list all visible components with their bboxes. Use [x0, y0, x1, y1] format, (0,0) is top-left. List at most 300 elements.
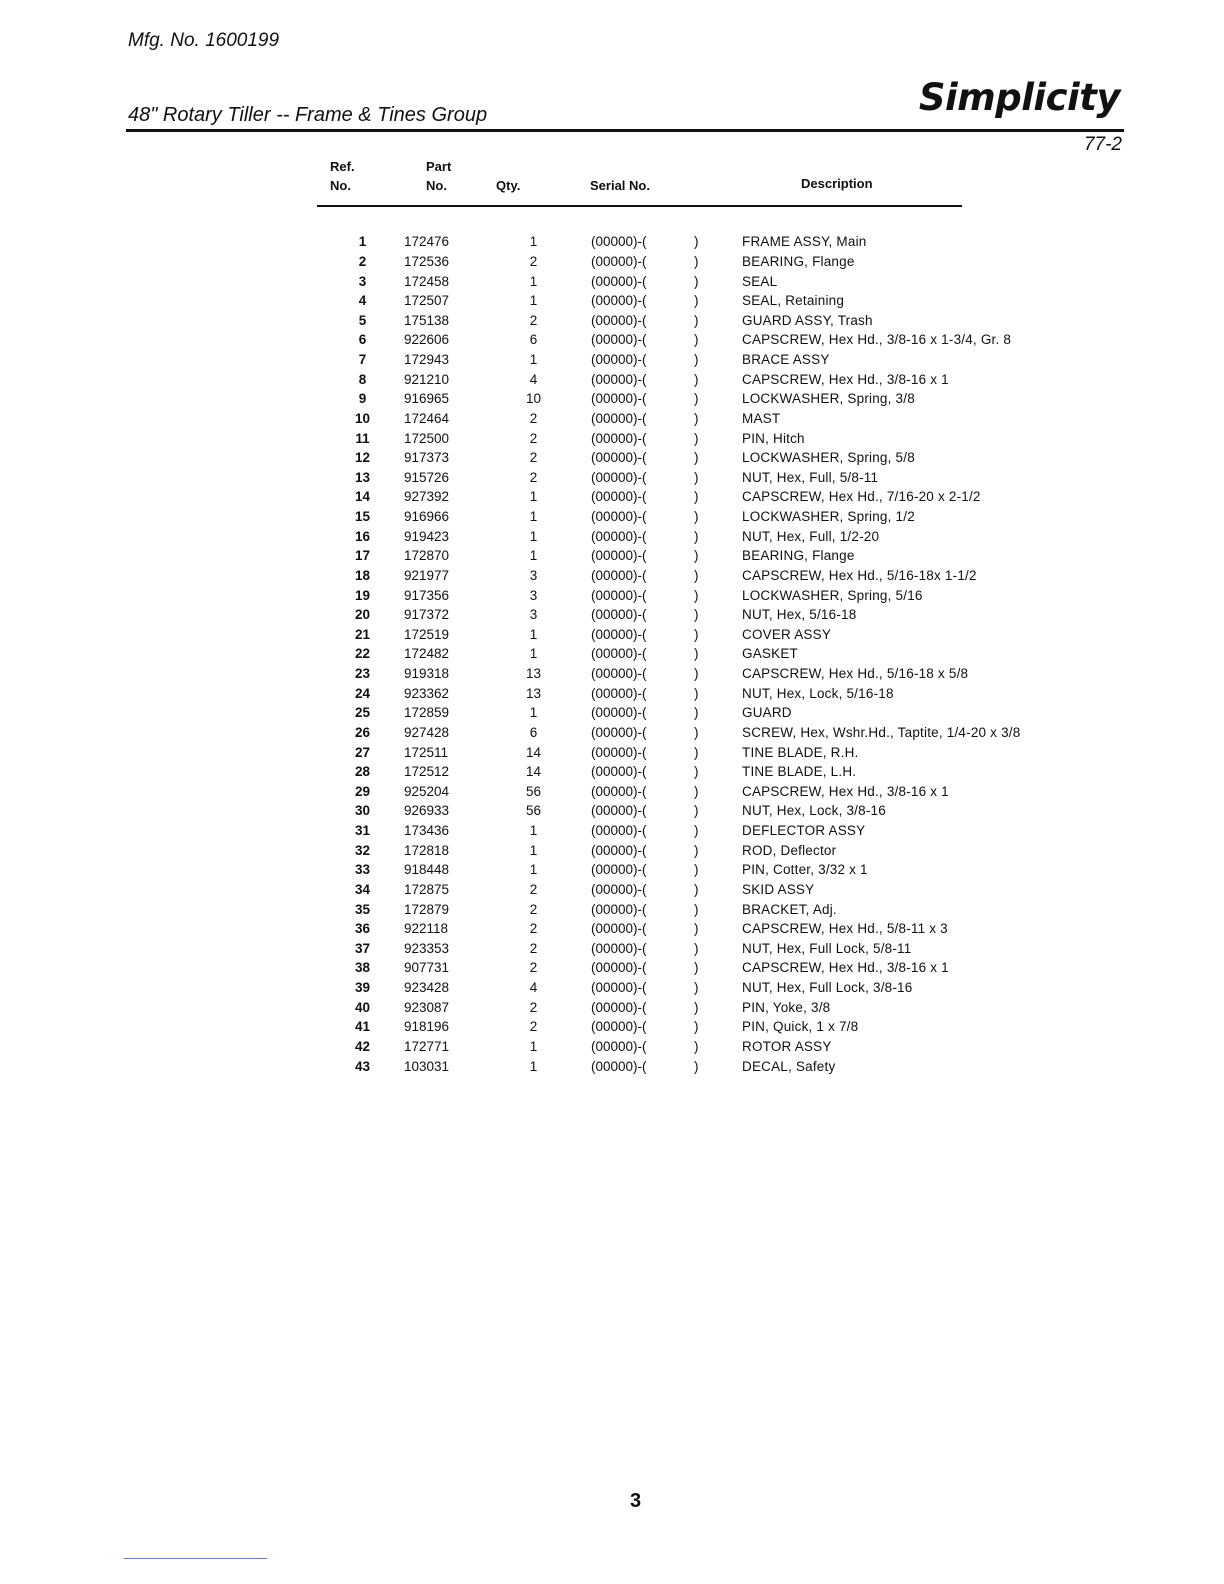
description-cell: BEARING, Flange [742, 253, 855, 269]
serial-cell: (00000)-( [591, 999, 647, 1015]
serial-cell: (00000)-( [591, 646, 647, 662]
quantity-cell: 2 [529, 450, 538, 466]
column-header-serial: Serial No. [590, 178, 650, 193]
ref-cell: 34 [354, 881, 371, 897]
ref-cell: 5 [358, 312, 367, 328]
quantity-cell: 2 [529, 881, 538, 897]
serial-close-cell: ) [694, 410, 699, 426]
ref-cell: 43 [354, 1058, 371, 1074]
serial-close-cell: ) [694, 705, 699, 721]
table-row [325, 409, 1020, 429]
part-number-cell: 172512 [404, 764, 450, 780]
serial-close-cell: ) [694, 430, 699, 446]
footer-link-rule [124, 1558, 267, 1559]
description-cell: SEAL, Retaining [742, 293, 845, 309]
description-cell: NUT, Hex, Lock, 3/8-16 [742, 803, 886, 819]
ref-cell: 12 [354, 450, 371, 466]
table-row [325, 330, 1020, 350]
table-row [325, 232, 1020, 252]
table-row [325, 997, 1020, 1017]
part-number-cell: 172870 [404, 548, 450, 564]
quantity-cell: 13 [525, 685, 542, 701]
page-code: 77-2 [1083, 134, 1122, 155]
table-row [325, 860, 1020, 880]
parts-table-body [325, 232, 1020, 1076]
part-number-cell: 917372 [404, 607, 450, 623]
serial-cell: (00000)-( [591, 489, 647, 505]
serial-close-cell: ) [694, 685, 699, 701]
quantity-cell: 1 [529, 862, 538, 878]
ref-cell: 3 [358, 273, 367, 289]
part-number-cell: 907731 [404, 960, 450, 976]
ref-cell: 11 [355, 430, 370, 446]
part-number-cell: 916966 [404, 509, 450, 525]
serial-close-cell: ) [694, 234, 699, 250]
description-cell: ROD, Deflector [742, 842, 837, 858]
table-row [325, 762, 1020, 782]
table-row [325, 958, 1020, 978]
part-number-cell: 172464 [404, 410, 450, 426]
serial-close-cell: ) [694, 823, 699, 839]
serial-cell: (00000)-( [591, 1019, 647, 1035]
ref-cell: 37 [354, 940, 371, 956]
description-cell: LOCKWASHER, Spring, 5/8 [742, 450, 915, 466]
quantity-cell: 2 [529, 999, 538, 1015]
ref-cell: 10 [354, 410, 371, 426]
table-row [325, 703, 1020, 723]
quantity-cell: 3 [529, 567, 538, 583]
serial-close-cell: ) [694, 1038, 699, 1054]
part-number-cell: 172458 [404, 273, 450, 289]
serial-cell: (00000)-( [591, 548, 647, 564]
description-cell: CAPSCREW, Hex Hd., 7/16-20 x 2-1/2 [742, 489, 981, 505]
table-row [325, 840, 1020, 860]
serial-cell: (00000)-( [591, 940, 647, 956]
quantity-cell: 2 [529, 960, 538, 976]
column-header-ref-line2: No. [330, 178, 351, 193]
serial-cell: (00000)-( [591, 881, 647, 897]
table-row [325, 448, 1020, 468]
table-row [325, 252, 1020, 272]
serial-close-cell: ) [694, 567, 699, 583]
mfg-number: Mfg. No. 1600199 [128, 30, 280, 51]
quantity-cell: 2 [529, 312, 538, 328]
serial-cell: (00000)-( [591, 921, 647, 937]
ref-cell: 21 [354, 626, 371, 642]
quantity-cell: 3 [529, 607, 538, 623]
serial-close-cell: ) [694, 901, 699, 917]
column-header-part-line2: No. [426, 178, 447, 193]
quantity-cell: 1 [529, 842, 538, 858]
serial-close-cell: ) [694, 371, 699, 387]
part-number-cell: 925204 [404, 783, 450, 799]
quantity-cell: 2 [529, 940, 538, 956]
serial-cell: (00000)-( [591, 901, 647, 917]
quantity-cell: 1 [529, 273, 538, 289]
brand-logo: Simplicity [918, 76, 1120, 119]
quantity-cell: 14 [525, 744, 542, 760]
serial-close-cell: ) [694, 940, 699, 956]
ref-cell: 13 [354, 469, 371, 485]
part-number-cell: 172482 [404, 646, 450, 662]
quantity-cell: 1 [529, 646, 538, 662]
table-row [325, 919, 1020, 939]
ref-cell: 28 [354, 764, 371, 780]
serial-close-cell: ) [694, 960, 699, 976]
table-row [325, 271, 1020, 291]
part-number-cell: 172536 [404, 253, 450, 269]
serial-cell: (00000)-( [591, 626, 647, 642]
table-row [325, 664, 1020, 684]
description-cell: LOCKWASHER, Spring, 3/8 [742, 391, 915, 407]
ref-cell: 41 [354, 1019, 371, 1035]
description-cell: PIN, Hitch [742, 430, 805, 446]
quantity-cell: 1 [529, 823, 538, 839]
quantity-cell: 2 [529, 1019, 538, 1035]
description-cell: NUT, Hex, Full Lock, 3/8-16 [742, 980, 913, 996]
serial-cell: (00000)-( [591, 273, 647, 289]
table-row [325, 566, 1020, 586]
part-number-cell: 915726 [404, 469, 450, 485]
description-cell: CAPSCREW, Hex Hd., 3/8-16 x 1 [742, 960, 949, 976]
column-header-part-line1: Part [426, 159, 452, 174]
description-cell: DEFLECTOR ASSY [742, 823, 866, 839]
quantity-cell: 56 [525, 783, 542, 799]
quantity-cell: 13 [525, 666, 542, 682]
description-cell: DECAL, Safety [742, 1058, 836, 1074]
ref-cell: 31 [354, 823, 371, 839]
serial-close-cell: ) [694, 509, 699, 525]
ref-cell: 25 [354, 705, 371, 721]
serial-cell: (00000)-( [591, 803, 647, 819]
table-row [325, 939, 1020, 959]
ref-cell: 32 [354, 842, 371, 858]
serial-cell: (00000)-( [591, 842, 647, 858]
serial-close-cell: ) [694, 764, 699, 780]
description-cell: NUT, Hex, Full, 5/8-11 [742, 469, 879, 485]
part-number-cell: 918196 [404, 1019, 450, 1035]
description-cell: PIN, Cotter, 3/32 x 1 [742, 862, 868, 878]
ref-cell: 23 [354, 666, 371, 682]
part-number-cell: 922606 [404, 332, 450, 348]
serial-cell: (00000)-( [591, 705, 647, 721]
column-header-ref-line1: Ref. [330, 159, 355, 174]
header-divider [126, 129, 1124, 132]
table-row [325, 1037, 1020, 1057]
serial-close-cell: ) [694, 607, 699, 623]
quantity-cell: 1 [529, 509, 538, 525]
serial-close-cell: ) [694, 842, 699, 858]
serial-cell: (00000)-( [591, 391, 647, 407]
description-cell: CAPSCREW, Hex Hd., 5/8-11 x 3 [742, 921, 948, 937]
serial-close-cell: ) [694, 332, 699, 348]
serial-cell: (00000)-( [591, 352, 647, 368]
serial-cell: (00000)-( [591, 607, 647, 623]
part-number-cell: 917356 [404, 587, 450, 603]
serial-cell: (00000)-( [591, 430, 647, 446]
serial-close-cell: ) [694, 489, 699, 505]
serial-cell: (00000)-( [591, 587, 647, 603]
serial-close-cell: ) [694, 744, 699, 760]
quantity-cell: 4 [529, 371, 538, 387]
quantity-cell: 1 [529, 352, 538, 368]
quantity-cell: 1 [529, 1038, 538, 1054]
serial-cell: (00000)-( [591, 724, 647, 740]
table-row [325, 605, 1020, 625]
page-number: 3 [630, 1490, 642, 1512]
serial-close-cell: ) [694, 450, 699, 466]
table-row [325, 369, 1020, 389]
table-row [325, 585, 1020, 605]
description-cell: LOCKWASHER, Spring, 5/16 [742, 587, 923, 603]
ref-cell: 20 [354, 607, 371, 623]
description-cell: BRACKET, Adj. [742, 901, 837, 917]
serial-cell: (00000)-( [591, 332, 647, 348]
serial-cell: (00000)-( [591, 1038, 647, 1054]
serial-close-cell: ) [694, 312, 699, 328]
description-cell: PIN, Quick, 1 x 7/8 [742, 1019, 859, 1035]
part-number-cell: 921210 [404, 371, 450, 387]
serial-close-cell: ) [694, 587, 699, 603]
serial-cell: (00000)-( [591, 293, 647, 309]
table-row [325, 428, 1020, 448]
page-title: 48" Rotary Tiller -- Frame & Tines Group [128, 104, 488, 126]
description-cell: PIN, Yoke, 3/8 [742, 999, 831, 1015]
quantity-cell: 6 [529, 724, 538, 740]
serial-close-cell: ) [694, 724, 699, 740]
quantity-cell: 3 [529, 587, 538, 603]
table-row [325, 389, 1020, 409]
ref-cell: 4 [358, 293, 367, 309]
quantity-cell: 2 [529, 430, 538, 446]
table-row [325, 742, 1020, 762]
column-header-rule [317, 205, 962, 207]
ref-cell: 6 [358, 332, 367, 348]
ref-cell: 18 [354, 567, 371, 583]
serial-cell: (00000)-( [591, 1058, 647, 1074]
part-number-cell: 919423 [404, 528, 450, 544]
serial-close-cell: ) [694, 469, 699, 485]
serial-close-cell: ) [694, 548, 699, 564]
table-row [325, 468, 1020, 488]
table-row [325, 801, 1020, 821]
description-cell: COVER ASSY [742, 626, 832, 642]
description-cell: NUT, Hex, Full, 1/2-20 [742, 528, 880, 544]
quantity-cell: 2 [529, 469, 538, 485]
table-row [325, 487, 1020, 507]
quantity-cell: 14 [525, 764, 542, 780]
serial-cell: (00000)-( [591, 567, 647, 583]
description-cell: MAST [742, 410, 781, 426]
part-number-cell: 172818 [404, 842, 450, 858]
table-row [325, 644, 1020, 664]
serial-close-cell: ) [694, 862, 699, 878]
table-row [325, 1017, 1020, 1037]
serial-cell: (00000)-( [591, 371, 647, 387]
ref-cell: 17 [354, 548, 371, 564]
part-number-cell: 921977 [404, 567, 450, 583]
description-cell: BRACE ASSY [742, 352, 830, 368]
part-number-cell: 919318 [404, 666, 450, 682]
description-cell: SCREW, Hex, Wshr.Hd., Taptite, 1/4-20 x 3/8 [742, 724, 1021, 740]
serial-close-cell: ) [694, 1019, 699, 1035]
description-cell: BEARING, Flange [742, 548, 855, 564]
column-header-ref [330, 157, 355, 195]
table-row [325, 1056, 1020, 1076]
serial-close-cell: ) [694, 293, 699, 309]
ref-cell: 1 [358, 234, 367, 250]
part-number-cell: 172875 [404, 881, 450, 897]
ref-cell: 22 [354, 646, 371, 662]
table-row [325, 821, 1020, 841]
description-cell: NUT, Hex, 5/16-18 [742, 607, 857, 623]
ref-cell: 8 [358, 371, 367, 387]
serial-cell: (00000)-( [591, 253, 647, 269]
quantity-cell: 1 [529, 293, 538, 309]
quantity-cell: 1 [529, 1058, 538, 1074]
ref-cell: 7 [358, 352, 367, 368]
part-number-cell: 172507 [404, 293, 450, 309]
part-number-cell: 922118 [404, 921, 449, 937]
quantity-cell: 2 [529, 901, 538, 917]
description-cell: ROTOR ASSY [742, 1038, 832, 1054]
serial-close-cell: ) [694, 626, 699, 642]
ref-cell: 29 [354, 783, 371, 799]
quantity-cell: 6 [529, 332, 538, 348]
serial-close-cell: ) [694, 528, 699, 544]
serial-cell: (00000)-( [591, 666, 647, 682]
ref-cell: 9 [358, 391, 367, 407]
quantity-cell: 2 [529, 410, 538, 426]
serial-cell: (00000)-( [591, 312, 647, 328]
ref-cell: 27 [354, 744, 371, 760]
serial-close-cell: ) [694, 666, 699, 682]
part-number-cell: 172859 [404, 705, 450, 721]
table-row [325, 311, 1020, 331]
part-number-cell: 926933 [404, 803, 450, 819]
part-number-cell: 173436 [404, 823, 450, 839]
serial-cell: (00000)-( [591, 744, 647, 760]
part-number-cell: 923362 [404, 685, 450, 701]
description-cell: GASKET [742, 646, 798, 662]
part-number-cell: 172476 [404, 234, 450, 250]
quantity-cell: 1 [529, 626, 538, 642]
table-row [325, 683, 1020, 703]
quantity-cell: 1 [529, 705, 538, 721]
serial-close-cell: ) [694, 999, 699, 1015]
serial-close-cell: ) [694, 921, 699, 937]
parts-table [325, 232, 1020, 1076]
quantity-cell: 56 [525, 803, 542, 819]
serial-cell: (00000)-( [591, 960, 647, 976]
serial-cell: (00000)-( [591, 410, 647, 426]
serial-close-cell: ) [694, 783, 699, 799]
description-cell: FRAME ASSY, Main [742, 234, 867, 250]
ref-cell: 30 [354, 803, 371, 819]
part-number-cell: 103031 [404, 1058, 450, 1074]
ref-cell: 19 [354, 587, 371, 603]
column-header-description: Description [801, 176, 873, 191]
table-row [325, 899, 1020, 919]
table-row [325, 625, 1020, 645]
serial-cell: (00000)-( [591, 823, 647, 839]
part-number-cell: 172771 [404, 1038, 450, 1054]
serial-close-cell: ) [694, 980, 699, 996]
table-row [325, 880, 1020, 900]
quantity-cell: 1 [529, 234, 538, 250]
ref-cell: 35 [354, 901, 371, 917]
table-row [325, 782, 1020, 802]
description-cell: SKID ASSY [742, 881, 815, 897]
description-cell: GUARD ASSY, Trash [742, 312, 873, 328]
table-row [325, 350, 1020, 370]
serial-cell: (00000)-( [591, 450, 647, 466]
description-cell: NUT, Hex, Full Lock, 5/8-11 [742, 940, 912, 956]
ref-cell: 26 [354, 724, 371, 740]
ref-cell: 36 [354, 921, 371, 937]
serial-close-cell: ) [694, 803, 699, 819]
ref-cell: 40 [354, 999, 371, 1015]
serial-close-cell: ) [694, 253, 699, 269]
description-cell: GUARD [742, 705, 792, 721]
serial-cell: (00000)-( [591, 764, 647, 780]
serial-cell: (00000)-( [591, 685, 647, 701]
serial-cell: (00000)-( [591, 783, 647, 799]
description-cell: CAPSCREW, Hex Hd., 5/16-18 x 5/8 [742, 666, 969, 682]
serial-cell: (00000)-( [591, 469, 647, 485]
description-cell: SEAL [742, 273, 778, 289]
column-header-part [426, 157, 451, 195]
serial-close-cell: ) [694, 1058, 699, 1074]
quantity-cell: 1 [529, 528, 538, 544]
quantity-cell: 1 [529, 548, 538, 564]
description-cell: NUT, Hex, Lock, 5/16-18 [742, 685, 894, 701]
quantity-cell: 1 [529, 489, 538, 505]
ref-cell: 14 [354, 489, 371, 505]
part-number-cell: 927428 [404, 724, 450, 740]
table-row [325, 526, 1020, 546]
part-number-cell: 172879 [404, 901, 450, 917]
serial-cell: (00000)-( [591, 509, 647, 525]
ref-cell: 2 [358, 253, 367, 269]
ref-cell: 38 [354, 960, 371, 976]
ref-cell: 33 [354, 862, 371, 878]
description-cell: LOCKWASHER, Spring, 1/2 [742, 509, 915, 525]
serial-close-cell: ) [694, 391, 699, 407]
part-number-cell: 172500 [404, 430, 450, 446]
part-number-cell: 927392 [404, 489, 450, 505]
description-cell: TINE BLADE, L.H. [742, 764, 857, 780]
quantity-cell: 2 [529, 921, 538, 937]
ref-cell: 24 [354, 685, 371, 701]
table-row [325, 546, 1020, 566]
quantity-cell: 2 [529, 253, 538, 269]
part-number-cell: 923353 [404, 940, 450, 956]
part-number-cell: 923428 [404, 980, 450, 996]
ref-cell: 39 [354, 980, 371, 996]
part-number-cell: 175138 [404, 312, 450, 328]
table-row [325, 723, 1020, 743]
serial-close-cell: ) [694, 881, 699, 897]
description-cell: CAPSCREW, Hex Hd., 5/16-18x 1-1/2 [742, 567, 977, 583]
table-row [325, 978, 1020, 998]
description-cell: CAPSCREW, Hex Hd., 3/8-16 x 1 [742, 783, 949, 799]
quantity-cell: 4 [529, 980, 538, 996]
ref-cell: 42 [354, 1038, 371, 1054]
description-cell: CAPSCREW, Hex Hd., 3/8-16 x 1-3/4, Gr. 8 [742, 332, 1012, 348]
serial-close-cell: ) [694, 273, 699, 289]
description-cell: CAPSCREW, Hex Hd., 3/8-16 x 1 [742, 371, 949, 387]
